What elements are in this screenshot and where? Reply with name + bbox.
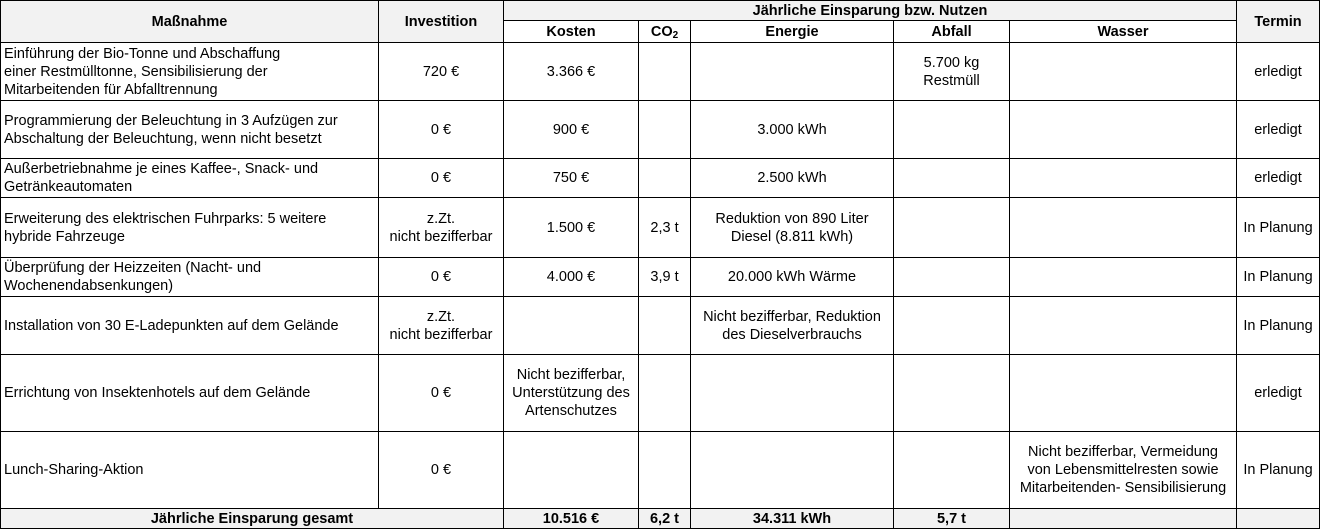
cell-line: Unterstützung des (512, 385, 630, 401)
header-wasser: Wasser (1010, 21, 1237, 43)
cell-energie (691, 258, 894, 297)
cell-massnahme (1, 258, 379, 297)
cell-kosten (504, 355, 639, 432)
header-kosten: Kosten (504, 21, 639, 43)
cell-abfall (894, 258, 1010, 297)
cell-wasser (1010, 198, 1237, 258)
cell-massnahme (1, 198, 379, 258)
cell-wasser (1010, 355, 1237, 432)
cell-line: nicht bezifferbar (389, 326, 493, 343)
cell-abfall (894, 432, 1010, 509)
cell-kosten (504, 297, 639, 355)
cell-co2 (639, 297, 691, 355)
cell-line: Mitarbeitenden für Abfalltrennung (4, 81, 218, 98)
header-jaehrliche-einsparung: Jährliche Einsparung bzw. Nutzen (504, 1, 1237, 21)
cell-termin: erledigt (1237, 159, 1320, 198)
cell-kosten (504, 159, 639, 198)
cell-co2 (639, 101, 691, 159)
table-row (1, 159, 1320, 198)
total-energie: 34.311 kWh (691, 509, 894, 529)
cell-energie (691, 43, 894, 101)
cell-termin: In Planung (1237, 432, 1320, 509)
cell-line: 0 € (430, 170, 452, 186)
cell-line: Diesel (8.811 kWh) (730, 228, 854, 245)
cell-abfall (894, 43, 1010, 101)
cell-termin: erledigt (1237, 355, 1320, 432)
cell-massnahme (1, 159, 379, 198)
total-abfall: 5,7 t (894, 509, 1010, 529)
cell-energie (691, 159, 894, 198)
cell-co2 (639, 159, 691, 198)
cell-kosten (504, 43, 639, 101)
cell-line: von Lebensmittelresten sowie (1027, 462, 1219, 478)
cell-co2 (639, 198, 691, 258)
cell-massnahme (1, 297, 379, 355)
cell-wasser (1010, 159, 1237, 198)
cell-abfall (894, 159, 1010, 198)
table-row (1, 101, 1320, 159)
cell-wasser (1010, 432, 1237, 509)
cell-line: nicht bezifferbar (389, 228, 493, 245)
cell-termin: In Planung (1237, 258, 1320, 297)
cell-line: 3.366 € (546, 63, 596, 80)
cell-line: z.Zt. (426, 308, 456, 325)
cell-line: 900 € (552, 121, 590, 138)
cell-line: Errichtung von Insektenhotels auf dem Gelände (4, 385, 311, 401)
cell-line: 3.000 kWh (757, 121, 827, 138)
cell-investition (379, 432, 504, 509)
cell-line: Getränkeautomaten (4, 179, 133, 195)
cell-co2 (639, 355, 691, 432)
cell-massnahme (1, 355, 379, 432)
total-label: Jährliche Einsparung gesamt (1, 509, 504, 529)
cell-energie (691, 198, 894, 258)
cell-line: Abschaltung der Beleuchtung, wenn nicht besetzt (4, 130, 322, 147)
cell-line: Installation von 30 E-Ladepunkten auf dem Gelände (4, 317, 339, 334)
cell-line: Artenschutzes (525, 403, 617, 419)
cell-termin: erledigt (1237, 43, 1320, 101)
cell-line: Einführung der Bio-Tonne und Abschaffung (4, 45, 281, 62)
cell-investition (379, 43, 504, 101)
header-termin: Termin (1237, 1, 1320, 43)
cell-massnahme (1, 101, 379, 159)
cell-line: z.Zt. (426, 210, 456, 227)
header-co2-base: CO (650, 23, 673, 40)
cell-abfall (894, 355, 1010, 432)
cell-kosten (504, 432, 639, 509)
table-row (1, 355, 1320, 432)
table-row (1, 198, 1320, 258)
cell-massnahme (1, 432, 379, 509)
cell-line: des Dieselverbrauchs (722, 326, 862, 343)
cell-line: 0 € (430, 385, 452, 401)
cell-kosten (504, 101, 639, 159)
total-termin (1237, 509, 1320, 529)
cell-line: 0 € (430, 462, 452, 478)
cell-line: Lunch-Sharing-Aktion (4, 462, 144, 478)
cell-wasser (1010, 258, 1237, 297)
cell-line: hybride Fahrzeuge (4, 228, 125, 245)
cell-termin: erledigt (1237, 101, 1320, 159)
cell-line: Mitarbeitenden- Sensibilisierung (1019, 480, 1227, 496)
total-row (1, 509, 1320, 529)
cell-line: Reduktion von 890 Liter (715, 210, 869, 227)
total-wasser (1010, 509, 1237, 529)
cell-wasser (1010, 101, 1237, 159)
total-co2: 6,2 t (639, 509, 691, 529)
cell-investition (379, 297, 504, 355)
cell-line: 4.000 € (546, 269, 596, 285)
cell-energie (691, 355, 894, 432)
cell-termin: In Planung (1237, 198, 1320, 258)
cell-line: 750 € (552, 170, 590, 186)
cell-massnahme (1, 43, 379, 101)
cell-wasser (1010, 43, 1237, 101)
header-massnahme: Maßnahme (1, 1, 379, 43)
table-row (1, 297, 1320, 355)
cell-line: Restmüll (923, 72, 980, 89)
cell-co2 (639, 258, 691, 297)
header-abfall: Abfall (894, 21, 1010, 43)
cell-energie (691, 432, 894, 509)
cell-kosten (504, 198, 639, 258)
cell-line: Überprüfung der Heizzeiten (Nacht- und (4, 260, 262, 276)
cell-energie (691, 101, 894, 159)
cell-abfall (894, 101, 1010, 159)
cell-investition (379, 198, 504, 258)
table-row (1, 43, 1320, 101)
cell-line: Nicht bezifferbar, (516, 367, 626, 383)
cell-line: Wochenendabsenkungen) (4, 278, 174, 294)
cell-energie (691, 297, 894, 355)
cell-co2 (639, 432, 691, 509)
header-co2-sub: 2 (672, 29, 679, 41)
cell-line: 2.500 kWh (757, 170, 827, 186)
cell-termin: In Planung (1237, 297, 1320, 355)
table-row (1, 432, 1320, 509)
cell-line: Programmierung der Beleuchtung in 3 Aufzügen zur (4, 112, 338, 129)
header-energie: Energie (691, 21, 894, 43)
cell-line: 2,3 t (650, 219, 679, 236)
cell-line: 3,9 t (650, 269, 679, 285)
table-body (1, 43, 1320, 509)
cell-line: 1.500 € (546, 219, 596, 236)
header-investition: Investition (379, 1, 504, 43)
cell-investition (379, 355, 504, 432)
cell-line: einer Restmülltonne, Sensibilisierung der (4, 63, 268, 80)
cell-wasser (1010, 297, 1237, 355)
cell-line: 5.700 kg (923, 54, 980, 71)
cell-abfall (894, 297, 1010, 355)
cell-investition (379, 159, 504, 198)
cell-line: Nicht bezifferbar, Reduktion (703, 308, 881, 325)
cell-line: Nicht bezifferbar, Vermeidung (1028, 444, 1218, 460)
cell-line: 20.000 kWh Wärme (727, 269, 857, 285)
cell-line: 0 € (430, 269, 452, 285)
cell-line: Erweiterung des elektrischen Fuhrparks: 5 weitere (4, 210, 327, 227)
cell-line: 0 € (430, 121, 452, 138)
cell-investition (379, 258, 504, 297)
cell-abfall (894, 198, 1010, 258)
header-co2 (639, 21, 691, 43)
total-kosten: 10.516 € (504, 509, 639, 529)
cell-line: Außerbetriebnahme je eines Kaffee-, Snack- und (4, 161, 319, 177)
cell-co2 (639, 43, 691, 101)
table-row (1, 258, 1320, 297)
cell-investition (379, 101, 504, 159)
cell-kosten (504, 258, 639, 297)
cell-line: 720 € (422, 63, 460, 80)
